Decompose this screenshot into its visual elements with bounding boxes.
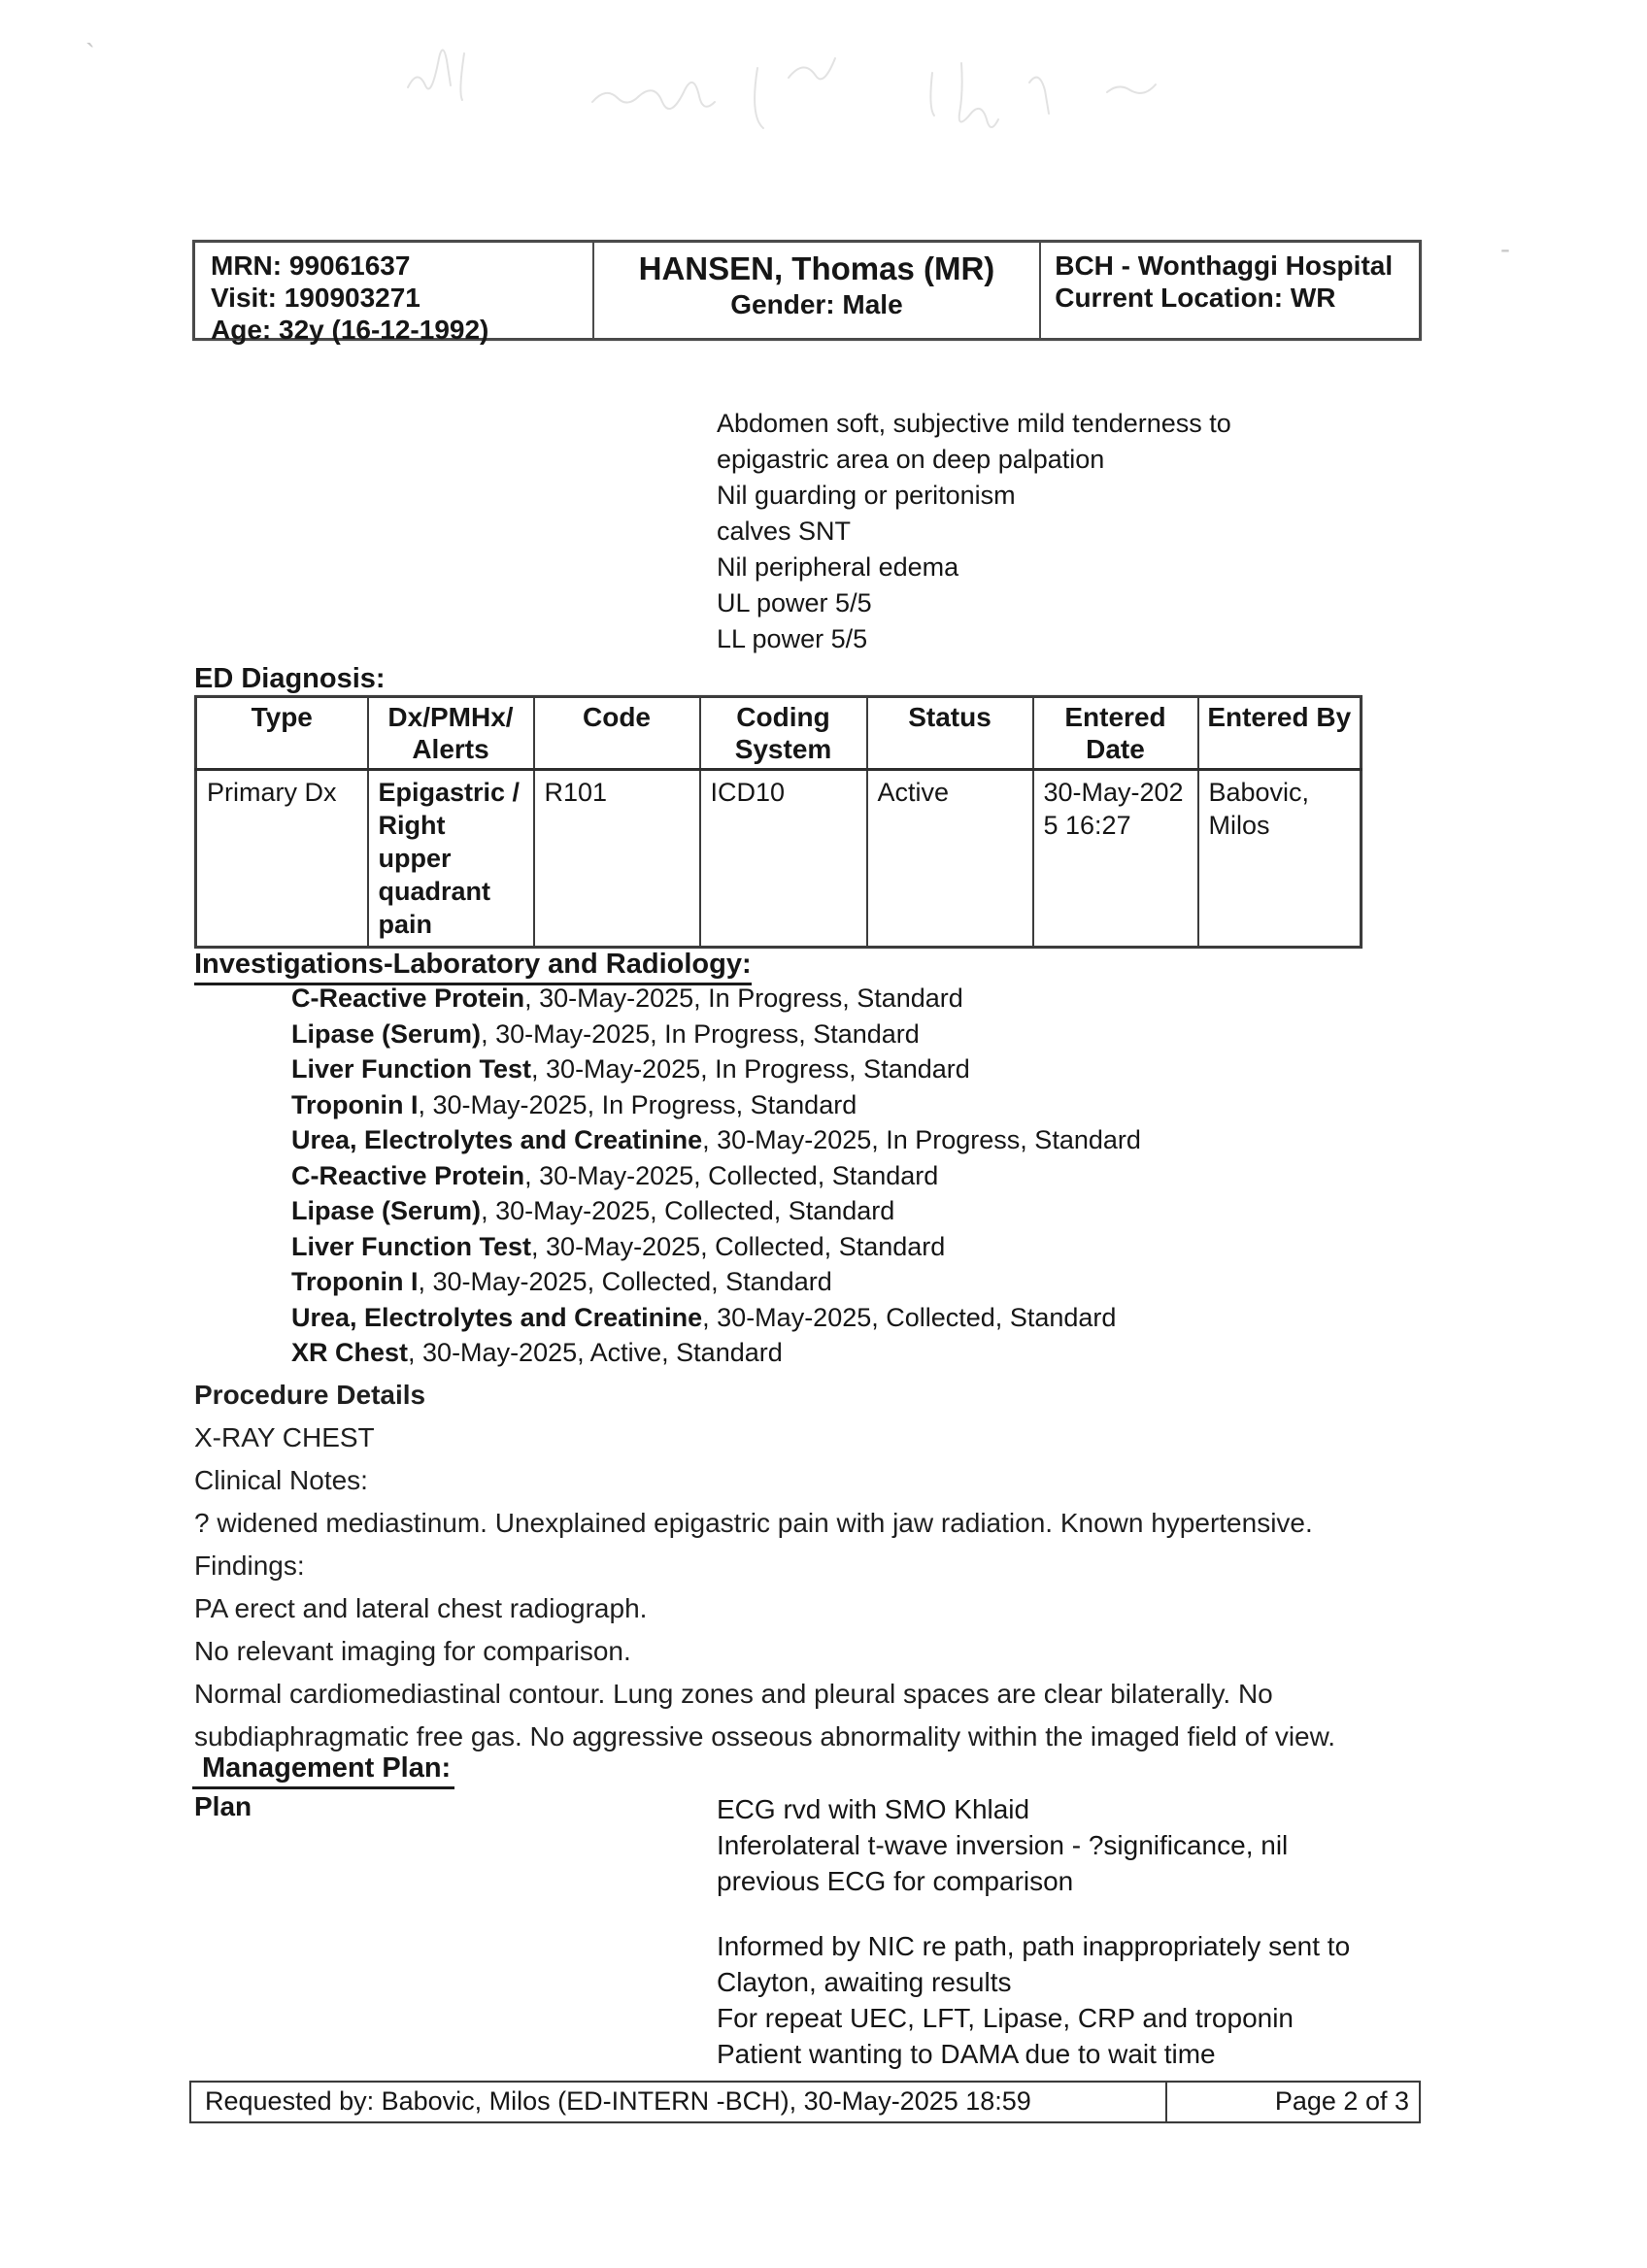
plan-line: Patient wanting to DAMA due to wait time xyxy=(717,2039,1216,2069)
exam-line: UL power 5/5 xyxy=(717,588,872,617)
procedure-line: Clinical Notes: xyxy=(194,1465,368,1495)
plan-text xyxy=(717,1791,1396,2072)
plan-line: ECG rvd with SMO Khlaid xyxy=(717,1794,1030,1824)
patient-identifiers xyxy=(195,243,594,345)
procedure-line: subdiaphragmatic free gas. No aggressive osseous abnormality within the imaged field of view. xyxy=(194,1721,1336,1751)
patient-banner xyxy=(192,240,1422,345)
exam-line: Nil peripheral edema xyxy=(717,552,959,582)
procedure-details-section xyxy=(194,1374,1360,1758)
investigation-name: C-Reactive Protein xyxy=(291,984,525,1013)
page-footer xyxy=(189,2081,1421,2123)
investigation-name: Lipase (Serum) xyxy=(291,1018,482,1049)
plan-line-blank xyxy=(717,1899,1396,1928)
investigation-details: , 30-May-2025, Collected, Standard xyxy=(524,1160,939,1190)
investigation-name: Liver Function Test xyxy=(291,1231,532,1261)
procedure-line: No relevant imaging for comparison. xyxy=(194,1636,631,1666)
plan-line: Informed by NIC re path, path inappropriately sent to xyxy=(717,1931,1351,1961)
col-header-status: Status xyxy=(867,697,1033,770)
list-item xyxy=(291,1300,1360,1336)
current-location: Current Location: WR xyxy=(1055,283,1336,313)
col-header-coding-system: Coding System xyxy=(700,697,867,770)
investigation-details: , 30-May-2025, In Progress, Standard xyxy=(481,1018,920,1049)
patient-name: HANSEN, Thomas (MR) xyxy=(638,250,995,286)
cell-status: Active xyxy=(867,770,1033,948)
investigation-name: XR Chest xyxy=(291,1338,409,1367)
investigation-details: , 30-May-2025, In Progress, Standard xyxy=(531,1054,970,1084)
col-header-entered-date: Entered Date xyxy=(1033,697,1198,770)
page-number: Page 2 of 3 xyxy=(1274,2086,1409,2116)
investigation-name: Troponin I xyxy=(291,1267,419,1296)
list-item xyxy=(291,981,1360,1017)
list-item xyxy=(291,1264,1360,1300)
list-item xyxy=(291,1335,1360,1371)
list-item xyxy=(291,1122,1360,1158)
investigation-name: Urea, Electrolytes and Creatinine xyxy=(291,1302,703,1332)
investigation-name: Troponin I xyxy=(291,1089,419,1119)
patient-age: Age: 32y (16-12-1992) xyxy=(211,315,489,345)
exam-line: epigastric area on deep palpation xyxy=(717,445,1105,474)
plan-label: Plan xyxy=(194,1791,252,1821)
col-header-code: Code xyxy=(534,697,700,770)
cell-dx: Epigastric / Right upper quadrant pain xyxy=(368,770,534,948)
investigation-details: , 30-May-2025, Collected, Standard xyxy=(531,1231,946,1261)
management-plan-heading: Management Plan: xyxy=(192,1752,454,1789)
col-header-dx: Dx/PMHx/ Alerts xyxy=(368,697,534,770)
handwriting-marks xyxy=(388,24,1185,150)
plan-line: For repeat UEC, LFT, Lipase, CRP and troponin xyxy=(717,2003,1294,2033)
plan-line: Inferolateral t-wave inversion - ?significance, nil xyxy=(717,1830,1289,1860)
procedure-line: ? widened mediastinum. Unexplained epigastric pain with jaw radiation. Known hypertensive. xyxy=(194,1508,1313,1538)
scan-artifact-mark: ` xyxy=(85,39,95,71)
investigation-details: , 30-May-2025, Active, Standard xyxy=(408,1338,783,1367)
patient-name-cell xyxy=(594,243,1042,338)
table-header-row xyxy=(196,697,1361,770)
procedure-line: PA erect and lateral chest radiograph. xyxy=(194,1593,648,1623)
plan-line: Clayton, awaiting results xyxy=(717,1967,1012,1997)
list-item xyxy=(291,1087,1360,1123)
procedure-details-title: Procedure Details xyxy=(194,1380,426,1410)
exam-line: Abdomen soft, subjective mild tenderness to xyxy=(717,409,1231,438)
investigation-name: Urea, Electrolytes and Creatinine xyxy=(291,1125,703,1154)
scan-artifact-dash: - xyxy=(1500,233,1510,265)
exam-line: calves SNT xyxy=(717,517,852,546)
investigation-details: , 30-May-2025, In Progress, Standard xyxy=(418,1089,857,1119)
investigation-name: Lipase (Serum) xyxy=(291,1196,482,1225)
patient-location-cell xyxy=(1041,243,1419,338)
plan-line: previous ECG for comparison xyxy=(717,1866,1074,1896)
procedure-line: Findings: xyxy=(194,1551,305,1581)
investigation-details: , 30-May-2025, In Progress, Standard xyxy=(702,1125,1141,1154)
procedure-line: Normal cardiomediastinal contour. Lung zones and pleural spaces are clear bilaterally. No xyxy=(194,1679,1273,1709)
cell-coding-system: ICD10 xyxy=(700,770,867,948)
list-item xyxy=(291,1158,1360,1194)
col-header-entered-by: Entered By xyxy=(1198,697,1361,770)
investigation-name: Liver Function Test xyxy=(291,1054,532,1084)
patient-mrn: MRN: 99061637 xyxy=(211,250,411,281)
cell-entered-date: 30-May-2025 16:27 xyxy=(1033,770,1198,948)
investigation-details: , 30-May-2025, Collected, Standard xyxy=(481,1196,895,1225)
cell-code: R101 xyxy=(534,770,700,948)
patient-visit: Visit: 190903271 xyxy=(211,283,420,313)
table-row xyxy=(196,770,1361,948)
ed-diagnosis-heading: ED Diagnosis: xyxy=(194,663,386,700)
requested-by: Requested by: Babovic, Milos (ED-INTERN -BCH), 30-May-2025 18:59 xyxy=(191,2083,1167,2121)
investigation-details: , 30-May-2025, In Progress, Standard xyxy=(524,984,963,1013)
list-item xyxy=(291,1051,1360,1087)
patient-gender: Gender: Male xyxy=(730,289,903,319)
ed-diagnosis-table xyxy=(194,695,1362,949)
list-item xyxy=(291,1017,1360,1052)
cell-type: Primary Dx xyxy=(196,770,368,948)
examination-findings xyxy=(717,406,1299,657)
exam-line: LL power 5/5 xyxy=(717,624,868,653)
procedure-line: X-RAY CHEST xyxy=(194,1422,375,1452)
investigations-list xyxy=(291,981,1360,1371)
list-item xyxy=(291,1193,1360,1229)
hospital-name: BCH - Wonthaggi Hospital xyxy=(1055,250,1394,281)
investigation-name: C-Reactive Protein xyxy=(291,1160,525,1190)
investigation-details: , 30-May-2025, Collected, Standard xyxy=(702,1302,1117,1332)
investigations-heading: Investigations-Laboratory and Radiology: xyxy=(194,949,752,985)
exam-line: Nil guarding or peritonism xyxy=(717,481,1016,510)
col-header-type: Type xyxy=(196,697,368,770)
list-item xyxy=(291,1229,1360,1265)
cell-entered-by: Babovic, Milos xyxy=(1198,770,1361,948)
investigation-details: , 30-May-2025, Collected, Standard xyxy=(418,1267,832,1296)
